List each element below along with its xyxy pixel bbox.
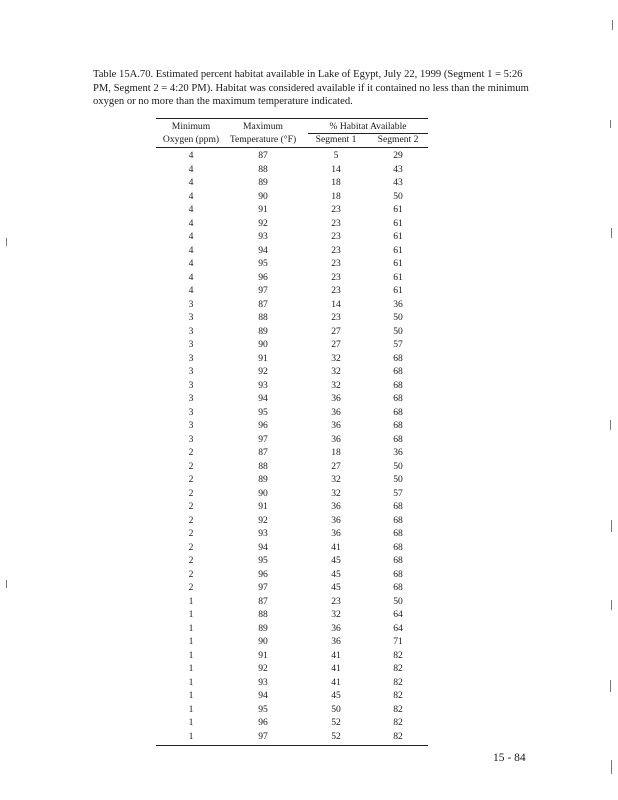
scan-speck — [6, 580, 7, 588]
cell-max-temp: 87 — [258, 298, 268, 310]
table-row — [156, 568, 428, 582]
cell-segment-2: 50 — [393, 474, 403, 485]
cell-segment-1: 50 — [331, 703, 341, 715]
cell-max-temp: 97 — [258, 433, 268, 445]
table-row — [156, 284, 428, 298]
cell-segment-1: 18 — [331, 447, 341, 458]
cell-min-oxygen: 1 — [188, 595, 194, 607]
cell-min-oxygen: 4 — [188, 244, 194, 256]
cell-max-temp: 90 — [258, 339, 268, 350]
table-row — [156, 649, 428, 663]
cell-max-temp: 92 — [258, 663, 268, 674]
cell-segment-1: 32 — [331, 487, 341, 499]
header-segment-1: Segment 1 — [315, 134, 357, 145]
cell-segment-1: 45 — [331, 568, 341, 580]
cell-max-temp: 91 — [258, 501, 268, 512]
cell-min-oxygen: 3 — [188, 366, 194, 377]
table-row — [156, 338, 428, 352]
cell-max-temp: 97 — [258, 730, 268, 742]
cell-min-oxygen: 4 — [188, 150, 194, 161]
table-row — [156, 406, 428, 420]
cell-segment-1: 23 — [331, 231, 341, 242]
table-row — [156, 635, 428, 649]
cell-segment-2: 82 — [393, 676, 403, 688]
table-row — [156, 257, 428, 271]
table-bottom-rule — [156, 745, 428, 746]
cell-max-temp: 87 — [258, 150, 268, 161]
cell-min-oxygen: 2 — [188, 474, 194, 485]
cell-segment-1: 32 — [331, 609, 341, 620]
cell-max-temp: 89 — [258, 177, 268, 188]
header-segment-2: Segment 2 — [377, 134, 419, 145]
table-row — [156, 446, 428, 460]
cell-min-oxygen: 3 — [188, 325, 194, 337]
cell-segment-2: 68 — [393, 501, 403, 512]
table-row — [156, 176, 428, 190]
cell-min-oxygen: 3 — [188, 352, 194, 364]
cell-max-temp: 95 — [258, 555, 268, 566]
cell-max-temp: 95 — [258, 406, 268, 418]
cell-segment-2: 68 — [393, 582, 403, 593]
scan-speck — [610, 120, 611, 128]
cell-min-oxygen: 3 — [188, 433, 194, 445]
cell-segment-1: 41 — [331, 676, 341, 688]
cell-segment-2: 50 — [393, 325, 403, 337]
table-row — [156, 298, 428, 312]
cell-segment-2: 57 — [393, 487, 403, 499]
cell-segment-2: 29 — [393, 150, 403, 161]
table-row — [156, 379, 428, 393]
cell-segment-2: 68 — [393, 555, 403, 566]
cell-segment-2: 68 — [393, 406, 403, 418]
cell-min-oxygen: 1 — [188, 703, 194, 715]
cell-segment-1: 23 — [331, 204, 341, 215]
cell-max-temp: 95 — [258, 703, 268, 715]
cell-segment-1: 32 — [331, 474, 341, 485]
cell-segment-1: 32 — [331, 366, 341, 377]
cell-segment-2: 68 — [393, 393, 403, 404]
cell-min-oxygen: 2 — [188, 514, 194, 526]
cell-segment-2: 68 — [393, 352, 403, 364]
cell-min-oxygen: 4 — [188, 163, 194, 175]
cell-max-temp: 94 — [258, 690, 268, 701]
cell-max-temp: 93 — [258, 528, 268, 539]
cell-max-temp: 96 — [258, 717, 268, 728]
cell-max-temp: 91 — [258, 204, 268, 215]
scan-speck — [611, 520, 612, 532]
cell-segment-2: 64 — [393, 622, 403, 634]
scan-speck — [610, 680, 611, 692]
header-max-temp-line2: Temperature (°F) — [229, 134, 297, 145]
cell-max-temp: 88 — [258, 460, 268, 472]
cell-segment-2: 68 — [393, 528, 403, 539]
cell-min-oxygen: 1 — [188, 663, 194, 674]
cell-max-temp: 93 — [258, 231, 268, 242]
header-bottom-rule — [156, 147, 428, 148]
cell-segment-2: 61 — [393, 244, 403, 256]
cell-segment-1: 52 — [331, 730, 341, 742]
cell-max-temp: 87 — [258, 595, 268, 607]
table-row — [156, 271, 428, 285]
cell-segment-1: 23 — [331, 217, 341, 229]
scan-speck — [6, 238, 7, 246]
cell-min-oxygen: 2 — [188, 528, 194, 539]
cell-segment-2: 68 — [393, 568, 403, 580]
cell-max-temp: 92 — [258, 366, 268, 377]
cell-segment-1: 32 — [331, 352, 341, 364]
table-row — [156, 163, 428, 177]
cell-segment-2: 61 — [393, 285, 403, 296]
cell-min-oxygen: 3 — [188, 339, 194, 350]
cell-min-oxygen: 3 — [188, 406, 194, 418]
cell-min-oxygen: 2 — [188, 447, 194, 458]
cell-segment-1: 36 — [331, 406, 341, 418]
cell-min-oxygen: 4 — [188, 204, 194, 215]
cell-segment-2: 50 — [393, 595, 403, 607]
cell-min-oxygen: 1 — [188, 690, 194, 701]
cell-max-temp: 92 — [258, 217, 268, 229]
cell-max-temp: 87 — [258, 447, 268, 458]
cell-segment-2: 61 — [393, 217, 403, 229]
table-row — [156, 365, 428, 379]
header-max-temp-line1: Maximum — [243, 121, 283, 132]
cell-segment-2: 43 — [393, 163, 403, 175]
cell-segment-1: 23 — [331, 595, 341, 607]
cell-max-temp: 94 — [258, 541, 268, 553]
cell-segment-1: 41 — [331, 649, 341, 661]
table-row — [156, 527, 428, 541]
cell-min-oxygen: 1 — [188, 649, 194, 661]
cell-max-temp: 93 — [258, 379, 268, 391]
cell-segment-1: 36 — [331, 393, 341, 404]
cell-segment-2: 82 — [393, 730, 403, 742]
cell-min-oxygen: 1 — [188, 676, 194, 688]
cell-min-oxygen: 4 — [188, 217, 194, 229]
table-row — [156, 514, 428, 528]
scan-speck — [612, 20, 613, 30]
cell-segment-1: 41 — [331, 663, 341, 674]
cell-min-oxygen: 2 — [188, 582, 194, 593]
scan-speck — [610, 420, 611, 430]
cell-min-oxygen: 3 — [188, 379, 194, 391]
cell-max-temp: 90 — [258, 190, 268, 202]
cell-min-oxygen: 2 — [188, 487, 194, 499]
table-row — [156, 311, 428, 325]
cell-segment-1: 52 — [331, 717, 341, 728]
table-row — [156, 149, 428, 163]
cell-max-temp: 88 — [258, 312, 268, 323]
cell-segment-2: 61 — [393, 231, 403, 242]
cell-max-temp: 90 — [258, 487, 268, 499]
cell-max-temp: 97 — [258, 582, 268, 593]
cell-segment-1: 14 — [331, 298, 341, 310]
cell-segment-2: 82 — [393, 663, 403, 674]
table-row — [156, 325, 428, 339]
table-row — [156, 500, 428, 514]
cell-segment-2: 82 — [393, 703, 403, 715]
table-row — [156, 676, 428, 690]
cell-max-temp: 96 — [258, 568, 268, 580]
cell-segment-2: 82 — [393, 690, 403, 701]
cell-segment-2: 68 — [393, 541, 403, 553]
table-row — [156, 244, 428, 258]
cell-segment-2: 57 — [393, 339, 403, 350]
cell-segment-1: 27 — [331, 325, 341, 337]
table-row — [156, 217, 428, 231]
cell-min-oxygen: 1 — [188, 730, 194, 742]
cell-max-temp: 88 — [258, 609, 268, 620]
header-habitat-group: % Habitat Available — [329, 121, 407, 132]
cell-segment-2: 36 — [393, 447, 403, 458]
cell-segment-1: 23 — [331, 258, 341, 269]
table-row — [156, 595, 428, 609]
table-row — [156, 433, 428, 447]
cell-min-oxygen: 1 — [188, 622, 194, 634]
header-min-oxygen-line2: Oxygen (ppm) — [162, 134, 220, 145]
cell-segment-2: 68 — [393, 366, 403, 377]
cell-max-temp: 95 — [258, 258, 268, 269]
cell-segment-1: 36 — [331, 433, 341, 445]
cell-segment-2: 50 — [393, 190, 403, 202]
scan-speck — [611, 760, 612, 774]
table-row — [156, 419, 428, 433]
table-row — [156, 689, 428, 703]
cell-segment-1: 18 — [331, 177, 341, 188]
cell-max-temp: 96 — [258, 420, 268, 431]
cell-min-oxygen: 4 — [188, 231, 194, 242]
cell-segment-2: 68 — [393, 420, 403, 431]
table-row — [156, 554, 428, 568]
scan-speck — [611, 228, 612, 238]
cell-max-temp: 89 — [258, 325, 268, 337]
cell-segment-2: 61 — [393, 258, 403, 269]
cell-max-temp: 91 — [258, 352, 268, 364]
cell-segment-2: 61 — [393, 271, 403, 283]
cell-min-oxygen: 2 — [188, 501, 194, 512]
table-row — [156, 662, 428, 676]
table-row — [156, 203, 428, 217]
cell-segment-2: 61 — [393, 204, 403, 215]
table-row — [156, 230, 428, 244]
table-row — [156, 487, 428, 501]
cell-max-temp: 96 — [258, 271, 268, 283]
table-row — [156, 352, 428, 366]
table-row — [156, 608, 428, 622]
cell-min-oxygen: 2 — [188, 568, 194, 580]
cell-segment-1: 23 — [331, 244, 341, 256]
cell-min-oxygen: 4 — [188, 177, 194, 188]
cell-segment-1: 45 — [331, 582, 341, 593]
table-body — [156, 149, 428, 743]
cell-segment-1: 36 — [331, 514, 341, 526]
header-min-oxygen-line1: Minimum — [171, 121, 211, 132]
cell-min-oxygen: 3 — [188, 393, 194, 404]
cell-max-temp: 88 — [258, 163, 268, 175]
table-row — [156, 730, 428, 744]
cell-segment-1: 27 — [331, 460, 341, 472]
cell-min-oxygen: 4 — [188, 271, 194, 283]
cell-min-oxygen: 3 — [188, 312, 194, 323]
cell-segment-2: 50 — [393, 312, 403, 323]
cell-max-temp: 94 — [258, 393, 268, 404]
table-caption: Table 15A.70. Estimated percent habitat available in Lake of Egypt, July 22, 1999 (Segment 1 = 5:26 PM, Segment 2 = 4:20 PM). Habitat was considered available if it contained no less than the minimum oxygen or no more than the maximum temperature indicated. — [93, 69, 529, 107]
cell-segment-2: 36 — [393, 298, 403, 310]
cell-segment-2: 71 — [393, 636, 403, 647]
cell-segment-1: 45 — [331, 690, 341, 701]
table-row — [156, 392, 428, 406]
cell-segment-1: 23 — [331, 312, 341, 323]
cell-segment-1: 36 — [331, 528, 341, 539]
cell-segment-2: 50 — [393, 460, 403, 472]
cell-min-oxygen: 4 — [188, 190, 194, 202]
cell-min-oxygen: 4 — [188, 258, 194, 269]
cell-segment-1: 36 — [331, 622, 341, 634]
cell-segment-1: 45 — [331, 555, 341, 566]
cell-segment-1: 36 — [331, 420, 341, 431]
cell-max-temp: 91 — [258, 649, 268, 661]
cell-segment-1: 32 — [331, 379, 341, 391]
table-row — [156, 703, 428, 717]
cell-segment-1: 41 — [331, 541, 341, 553]
cell-max-temp: 92 — [258, 514, 268, 526]
cell-min-oxygen: 1 — [188, 717, 194, 728]
table-row — [156, 473, 428, 487]
cell-max-temp: 90 — [258, 636, 268, 647]
table-row — [156, 622, 428, 636]
cell-segment-1: 23 — [331, 271, 341, 283]
page-number: 15 - 84 — [493, 752, 526, 764]
cell-min-oxygen: 2 — [188, 541, 194, 553]
cell-min-oxygen: 1 — [188, 609, 194, 620]
table-row — [156, 190, 428, 204]
cell-segment-1: 18 — [331, 190, 341, 202]
cell-segment-1: 14 — [331, 163, 341, 175]
cell-max-temp: 97 — [258, 285, 268, 296]
cell-min-oxygen: 2 — [188, 555, 194, 566]
table-row — [156, 716, 428, 730]
cell-max-temp: 93 — [258, 676, 268, 688]
cell-min-oxygen: 3 — [188, 298, 194, 310]
cell-min-oxygen: 4 — [188, 285, 194, 296]
cell-segment-2: 68 — [393, 514, 403, 526]
cell-segment-1: 23 — [331, 285, 341, 296]
table-top-rule — [156, 118, 428, 119]
cell-min-oxygen: 1 — [188, 636, 194, 647]
cell-segment-1: 5 — [333, 150, 339, 161]
cell-segment-2: 82 — [393, 717, 403, 728]
cell-segment-1: 27 — [331, 339, 341, 350]
cell-segment-1: 36 — [331, 636, 341, 647]
cell-segment-2: 82 — [393, 649, 403, 661]
cell-max-temp: 89 — [258, 474, 268, 485]
cell-segment-1: 36 — [331, 501, 341, 512]
cell-min-oxygen: 3 — [188, 420, 194, 431]
cell-segment-2: 68 — [393, 379, 403, 391]
cell-segment-2: 43 — [393, 177, 403, 188]
table-row — [156, 541, 428, 555]
cell-max-temp: 89 — [258, 622, 268, 634]
cell-max-temp: 94 — [258, 244, 268, 256]
cell-min-oxygen: 2 — [188, 460, 194, 472]
scan-speck — [611, 600, 612, 610]
cell-segment-2: 64 — [393, 609, 403, 620]
table-row — [156, 460, 428, 474]
table-row — [156, 581, 428, 595]
cell-segment-2: 68 — [393, 433, 403, 445]
